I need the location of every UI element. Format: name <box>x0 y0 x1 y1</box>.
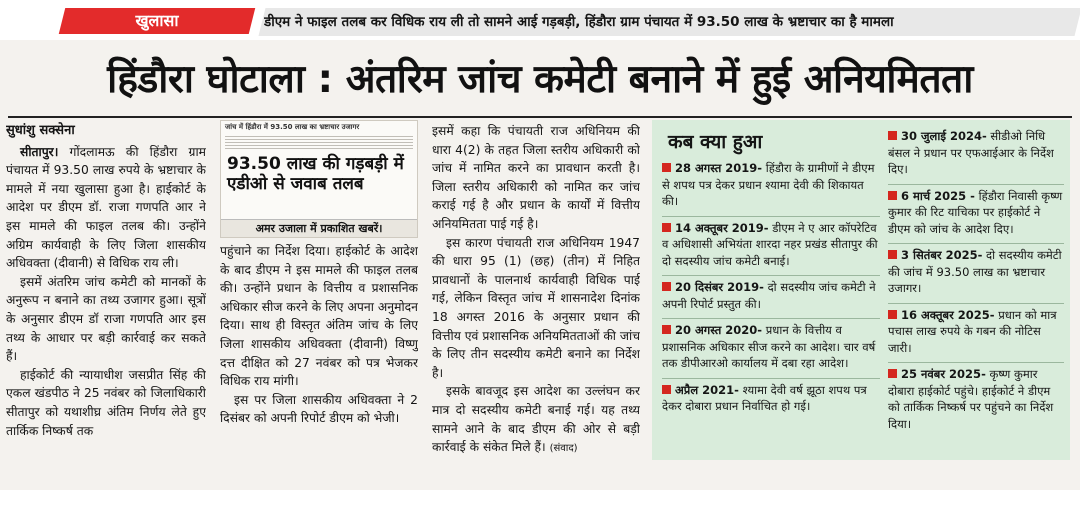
timeline-date: 16 अक्तूबर 2025- <box>901 307 995 322</box>
page-bottom-edge <box>0 490 1080 518</box>
timeline-item <box>888 303 1064 357</box>
timeline-text: कृष्ण कुमार दोबारा हाईकोर्ट पहुंचे। हाईकोर्ट ने डीएम को तार्किक निष्कर्ष पर पहुंचने का निर्देश दिया। <box>888 367 1054 431</box>
timeline-text: सीडीओ निधि बंसल ने प्रधान पर एफआईआर के निर्देश दिए। <box>888 129 1054 176</box>
clipping-top-headline: जांच में हिंडौरा में 93.50 लाख का भ्रष्टाचार उजागर <box>225 123 360 131</box>
timeline-item <box>888 128 1064 178</box>
paragraph: इस कारण पंचायती राज अधिनियम 1947 की धारा 95 (1) (छह) (तीन) में निहित प्रावधानों के पालनार्थ कार्यवाही विधिक पाई गई, लेकिन विस्तृत जांच में शासनादेश दिनांक 18 अगस्त 2016 के अनुसार प्रधान की वित्तीय एवं प्रशासनिक अनियमितताओं की जांच के लिए तीन सदस्यीय कमेटी बनाने का निर्देश है। <box>432 235 640 380</box>
timeline-item <box>662 378 880 415</box>
paragraph: इसमें अंतरिम जांच कमेटी को मानकों के अनुरूप न बनाने का तथ्य उजागर हुआ। सूत्रों के अनुसार डीएम डॉ राजा गणपति आर इस तथ्य के आधार पर बड़ी कार्रवाई कर सकते हैं। <box>6 274 206 364</box>
timeline-item <box>662 318 880 372</box>
timeline-text: श्यामा देवी वर्ष झूठा शपथ पत्र देकर दोबारा प्रधान निर्वाचित हो गई। <box>662 382 867 413</box>
bullet-square-icon <box>888 131 897 140</box>
headline-rule <box>8 116 1072 118</box>
paragraph: इसमें कहा कि पंचायती राज अधिनियम की धारा 4(2) के तहत जिला स्तरीय अधिकारी को जांच में नामित करने का प्रावधान करती है। जिला स्तरीय अधिकारी को नामित कर जांच कराई गई है और प्रधान के कार्यों में वित्तीय अनियमितता पाई गई है। <box>432 124 640 231</box>
timeline-item <box>662 275 880 312</box>
clipping-text-lines <box>225 136 413 150</box>
paragraph: पहुंचाने का निर्देश दिया। हाईकोर्ट के आदेश के बाद डीएम ने इस मामले की फाइल तलब की। उन्होंने प्रधान के वित्तीय व प्रशासनिक अधिकार सीज करने के लिए अपना अनुमोदन दिया। साथ ही विस्तृत अंतिम जांच के लिए जिला शासकीय अधिवक्ता (दीवानी) विष्णु दत्त दीक्षित को 27 नवंबर को पत्र भेजकर विधिक राय मांगी। <box>220 244 418 389</box>
bullet-square-icon <box>662 163 671 172</box>
article-column-1 <box>6 122 206 474</box>
newspaper-clipping <box>220 120 418 238</box>
timeline-text: दो सदस्यीय जांच कमेटी ने अपनी रिपोर्ट प्रस्तुत की। <box>662 280 876 311</box>
paragraph <box>6 143 206 273</box>
timeline-text: हिंडौरा निवासी कृष्ण कुमार की रिट याचिका पर हाईकोर्ट ने डीएम को जांच के आदेश दिए। <box>888 188 1063 236</box>
headline: हिंडौरा घोटाला : अंतरिम जांच कमेटी बनाने में हुई अनियमितता <box>107 57 973 102</box>
paragraph <box>432 382 640 458</box>
header-strap <box>0 0 1080 40</box>
timeline-date: 6 मार्च 2025 - <box>901 188 975 203</box>
timeline-item <box>888 362 1064 432</box>
paragraph-text: गोंदलामऊ की हिंडौरा ग्राम पंचायत में 93.50 लाख रुपये के भ्रष्टाचार के मामले में नया खुलासा हुआ है। हाईकोर्ट के आदेश पर डीएम डॉ. राजा गणपति आर ने इस मामले की फाइल तलब की। उन्होंने अग्रिम कार्यवाही के लिए जिला शासकीय अधिवक्ता (दीवानी) से विधिक राय ली। <box>6 144 206 271</box>
timeline-date: 14 अक्तूबर 2019- <box>675 220 769 235</box>
bullet-square-icon <box>662 223 671 232</box>
timeline-text: प्रधान को मात्र पचास लाख रुपये के गबन की नोटिस जारी। <box>888 307 1057 355</box>
byline: सुधांशु सक्सेना <box>6 123 75 138</box>
bullet-square-icon <box>662 385 671 394</box>
bullet-square-icon <box>888 250 897 259</box>
timeline-date: 25 नवंबर 2025- <box>901 367 986 381</box>
timeline-date: अप्रैल 2021- <box>675 382 739 397</box>
clipping-headline: 93.50 लाख की गड़बड़ी में एडीओ से जवाब तलब <box>227 154 404 194</box>
timeline-item <box>662 160 880 210</box>
bullet-square-icon <box>662 325 671 334</box>
timeline-date: 28 अगस्त 2019- <box>675 161 763 175</box>
timeline-box <box>652 120 1070 460</box>
timeline-text: प्रधान के वित्तीय व प्रशासनिक अधिकार सीज करने का आदेश। चार वर्ष तक डीपीआरओ कार्यालय में दबा रहा आदेश। <box>662 323 876 370</box>
dateline: सीतापुर। <box>20 144 59 159</box>
paragraph: हाईकोर्ट की न्यायाधीश जसप्रीत सिंह की एकल खंडपीठ ने 25 नवंबर को जिलाधिकारी सीतापुर को यथाशीघ्र अंतिम निर्णय लेते हुए तार्किक निष्कर्ष तक <box>6 367 206 438</box>
paragraph-text: इसके बावजूद इस आदेश का उल्लंघन कर मात्र दो सदस्यीय कमेटी बनाई गई। यह तथ्य सामने आने के बाद डीएम की ओर से बड़ी कार्रवाई के संकेत मिले हैं। <box>432 384 640 455</box>
bullet-square-icon <box>662 282 671 291</box>
article-column-2 <box>220 242 418 474</box>
paragraph: इस पर जिला शासकीय अधिवक्ता ने 2 दिसंबर को अपनी रिपोर्ट डीएम को भेजी। <box>220 392 418 426</box>
bullet-square-icon <box>888 369 897 378</box>
timeline-text: दो सदस्यीय कमेटी की जांच में 93.50 लाख का भ्रष्टाचार उजागर। <box>888 248 1062 295</box>
clipping-caption: अमर उजाला में प्रकाशित खबरें। <box>221 219 417 237</box>
timeline-item <box>662 216 880 270</box>
timeline-date: 3 सितंबर 2025- <box>901 248 983 262</box>
timeline-date: 20 दिसंबर 2019- <box>675 280 764 294</box>
timeline-title: कब क्या हुआ <box>668 131 763 153</box>
section-tag-label: खुलासा <box>135 11 179 30</box>
section-tag <box>59 8 255 34</box>
timeline-text: डीएम ने ए आर कॉपरेटिव व अधिशासी अभियंता शारदा नहर प्रखंड सीतापुर की दो सदस्यीय जांच कमेटी बनाई। <box>662 220 878 268</box>
timeline-item <box>888 184 1064 238</box>
bullet-square-icon <box>888 191 897 200</box>
article-column-3 <box>432 122 640 474</box>
timeline-item <box>888 243 1064 297</box>
timeline-text: हिंडौरा के ग्रामीणों ने डीएम से शपथ पत्र देकर प्रधान श्यामा देवी की शिकायत की। <box>662 161 875 208</box>
kicker-text: डीएम ने फाइल तलब कर विधिक राय ली तो सामने आई गड़बड़ी, हिंडौरा ग्राम पंचायत में 93.50 लाख के भ्रष्टाचार का है मामला <box>264 14 894 30</box>
timeline-left-column <box>662 160 880 421</box>
timeline-date: 20 अगस्त 2020- <box>675 323 763 337</box>
timeline-right-column <box>888 128 1064 438</box>
bullet-square-icon <box>888 310 897 319</box>
timeline-date: 30 जुलाई 2024- <box>901 129 987 143</box>
source-credit: (संवाद) <box>549 443 578 455</box>
